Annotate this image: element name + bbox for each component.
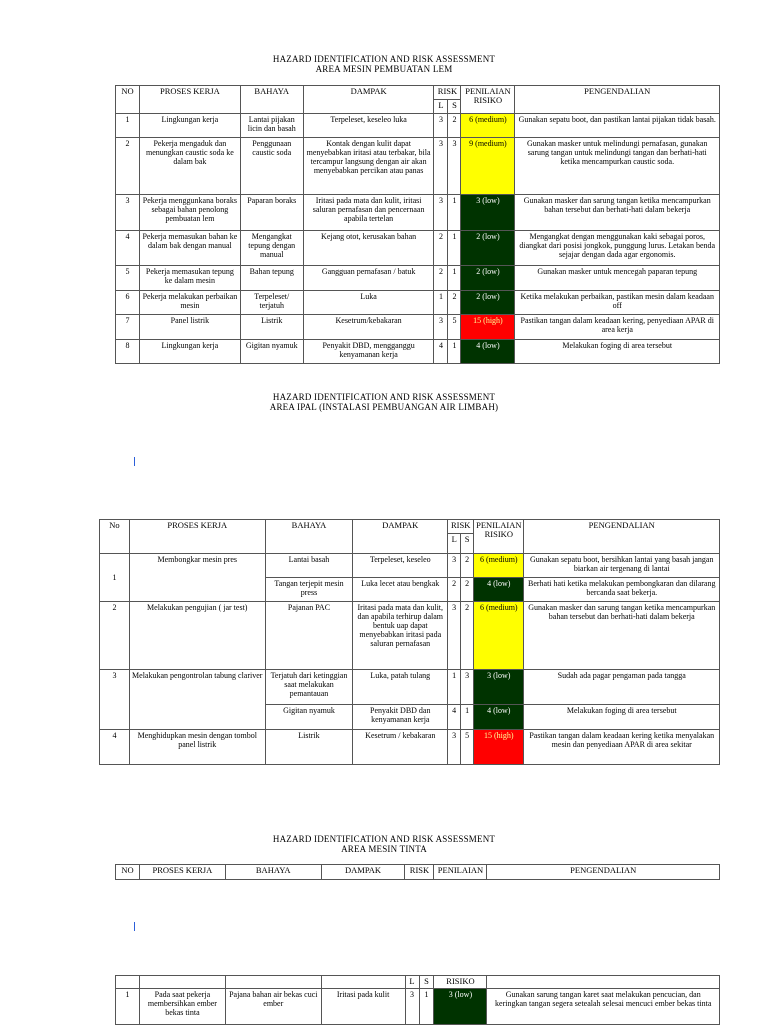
table-row — [116, 989, 720, 1025]
cell-s: 1 — [448, 340, 461, 364]
header-proses: PROSES KERJA — [129, 520, 265, 554]
cell-l: 3 — [448, 602, 461, 670]
header-l: L — [405, 976, 419, 989]
cell-s: 3 — [448, 138, 461, 195]
text-cursor — [134, 922, 135, 931]
cell-no: 1 — [116, 114, 140, 138]
header-bahaya: BAHAYA — [225, 865, 321, 880]
cell-dampak: Kontak dengan kulit dapat menyebabkan iritasi atau terbakar, bila tercampur langsung dengan air akan menyebabkan percikan atau panas — [303, 138, 434, 195]
header-risiko: RISIKO — [434, 976, 487, 989]
cell-bahaya: Tangan terjepit mesin press — [265, 578, 353, 602]
cell-pengendalian: Melakukan foging di area tersebut — [524, 705, 720, 730]
table-row — [116, 315, 720, 340]
cell-pengendalian: Gunakan masker dan sarung tangan ketika mencampurkan bahan tersebut dan berhati-hati dalam bekerja — [515, 195, 720, 231]
cell-pengendalian: Gunakan sarung tangan karet saat melakukan pencucian, dan keringkan tangan segera setealah selesai mencuci ember bekas tinta — [487, 989, 720, 1025]
cell-proses: Pekerja mengaduk dan menungkan caustic soda ke dalam bak — [139, 138, 240, 195]
risk-badge: 9 (medium) — [461, 138, 515, 195]
table-header-row — [100, 520, 720, 534]
risk-badge: 6 (medium) — [461, 114, 515, 138]
risk-badge: 3 (low) — [474, 670, 524, 705]
header-penilaian: PENILAIAN — [434, 865, 487, 880]
cell-proses: Lingkungan kerja — [139, 340, 240, 364]
cell-pengendalian: Sudah ada pagar pengaman pada tangga — [524, 670, 720, 705]
header-proses: PROSES KERJA — [139, 865, 225, 880]
header-s: S — [461, 534, 474, 554]
cell-pengendalian: Gunakan sepatu boot, bersihkan lantai yang basah jangan biarkan air tergenang di lantai — [524, 554, 720, 578]
cell-proses: Pekerja memasukan bahan ke dalam bak dengan manual — [139, 231, 240, 266]
cell-no: 1 — [116, 989, 140, 1025]
cell-s: 1 — [448, 266, 461, 291]
cell-no: 2 — [100, 602, 130, 670]
cell-bahaya: Lantai basah — [265, 554, 353, 578]
header-penilaian: PENILAIAN RISIKO — [461, 86, 515, 114]
cell-dampak: Terpeleset, keseleo luka — [303, 114, 434, 138]
header-risk: RISK — [448, 520, 474, 534]
cell-s: 3 — [461, 670, 474, 705]
header-no: No — [100, 520, 130, 554]
cell-dampak: Luka, patah tulang — [353, 670, 448, 705]
cell-pengendalian: Melakukan foging di area tersebut — [515, 340, 720, 364]
cell-l: 1 — [448, 670, 461, 705]
cell-l: 4 — [434, 340, 448, 364]
header-pengendalian: PENGENDALIAN — [515, 86, 720, 114]
cell-pengendalian: Gunakan sepatu boot, dan pastikan lantai pijakan tidak basah. — [515, 114, 720, 138]
cell-pengendalian: Ketika melakukan perbaikan, pastikan mesin dalam keadaan off — [515, 291, 720, 315]
cell-bahaya: Penggunaan caustic soda — [240, 138, 303, 195]
header-risk: RISK — [434, 86, 461, 100]
section1-title: HAZARD IDENTIFICATION AND RISK ASSESSMENT — [272, 54, 496, 64]
header-bahaya: BAHAYA — [265, 520, 353, 554]
table-row — [100, 670, 720, 705]
table-header-row — [116, 976, 720, 989]
cell-l: 3 — [434, 138, 448, 195]
cell-l: 3 — [434, 315, 448, 340]
header-l: L — [448, 534, 461, 554]
cell-s: 5 — [461, 730, 474, 765]
cell-no: 1 — [100, 554, 130, 602]
risk-badge: 15 (high) — [461, 315, 515, 340]
table-row — [100, 602, 720, 670]
table-row — [116, 291, 720, 315]
cell-s: 2 — [461, 554, 474, 578]
section2-title: HAZARD IDENTIFICATION AND RISK ASSESSMENT — [272, 392, 496, 402]
cell-proses: Pekerja melakukan perbaikan mesin — [139, 291, 240, 315]
header-no: NO — [116, 865, 140, 880]
header-l: L — [434, 100, 448, 114]
risk-badge: 3 (low) — [434, 989, 487, 1025]
risk-badge: 4 (low) — [474, 705, 524, 730]
header-bahaya: BAHAYA — [240, 86, 303, 114]
cell-l: 3 — [434, 114, 448, 138]
cell-s: 2 — [461, 578, 474, 602]
cell-dampak: Terpeleset, keseleo — [353, 554, 448, 578]
section3-subtitle: AREA MESIN TINTA — [341, 844, 427, 854]
cell-l: 3 — [448, 554, 461, 578]
header-s: S — [448, 100, 461, 114]
header-penilaian: PENILAIAN RISIKO — [474, 520, 524, 554]
risk-badge: 15 (high) — [474, 730, 524, 765]
cell-s: 2 — [461, 602, 474, 670]
cell-dampak: Kesetrum/kebakaran — [303, 315, 434, 340]
header-no: NO — [116, 86, 140, 114]
cell-l: 1 — [434, 291, 448, 315]
header-dampak: DAMPAK — [353, 520, 448, 554]
cell-bahaya: Paparan boraks — [240, 195, 303, 231]
cell-l: 2 — [434, 266, 448, 291]
table-row — [100, 554, 720, 578]
cell-bahaya: Pajanan PAC — [265, 602, 353, 670]
cell-dampak: Luka lecet atau bengkak — [353, 578, 448, 602]
cell-pengendalian: Mengangkat dengan menggunakan kaki sebagai poros, diangkat dari posisi jongkok, punggung lurus. Letakan benda sejajar dengan dada agar ergonomis. — [515, 231, 720, 266]
section2-table — [99, 519, 720, 765]
risk-badge: 6 (medium) — [474, 602, 524, 670]
cell-dampak: Iritasi pada mata dan kulit, dan apabila terhirup dalam bentuk uap dapat menyebabkan iritasi pada saluran pernafasan — [353, 602, 448, 670]
cell-proses: Menghidupkan mesin dengan tombol panel listrik — [129, 730, 265, 765]
risk-badge: 2 (low) — [461, 231, 515, 266]
cell-pengendalian: Pastikan tangan dalam keadaan kering ketika menyalakan mesin dan penyediaan APAR di area sekitar — [524, 730, 720, 765]
cell-s: 5 — [448, 315, 461, 340]
section3-title: HAZARD IDENTIFICATION AND RISK ASSESSMENT — [272, 834, 496, 844]
header-pengendalian: PENGENDALIAN — [524, 520, 720, 554]
section1-table — [115, 85, 720, 364]
table-row — [116, 114, 720, 138]
cell-dampak: Gangguan pernafasan / batuk — [303, 266, 434, 291]
cell-proses: Panel listrik — [139, 315, 240, 340]
risk-badge: 3 (low) — [461, 195, 515, 231]
header-blank — [139, 976, 225, 989]
header-blank — [225, 976, 321, 989]
table-row — [100, 730, 720, 765]
header-dampak: DAMPAK — [303, 86, 434, 114]
cell-no: 4 — [116, 231, 140, 266]
header-blank — [321, 976, 405, 989]
cell-no: 7 — [116, 315, 140, 340]
cell-no: 8 — [116, 340, 140, 364]
header-blank — [487, 976, 720, 989]
header-proses: PROSES KERJA — [139, 86, 240, 114]
cell-l: 3 — [405, 989, 419, 1025]
risk-badge: 6 (medium) — [474, 554, 524, 578]
cell-proses: Melakukan pengontrolan tabung clariver — [129, 670, 265, 730]
cell-dampak: Iritasi pada kulit — [321, 989, 405, 1025]
cell-proses: Membongkar mesin pres — [129, 554, 265, 602]
cell-bahaya: Terjatuh dari ketinggian saat melakukan pemantauan — [265, 670, 353, 705]
cell-proses: Lingkungan kerja — [139, 114, 240, 138]
cell-no: 6 — [116, 291, 140, 315]
table-row — [116, 138, 720, 195]
cell-bahaya: Lantai pijakan licin dan basah — [240, 114, 303, 138]
header-dampak: DAMPAK — [321, 865, 405, 880]
table-header-row — [116, 86, 720, 100]
cell-bahaya: Gigitan nyamuk — [240, 340, 303, 364]
cell-no: 5 — [116, 266, 140, 291]
cell-s: 1 — [419, 989, 434, 1025]
cell-l: 4 — [448, 705, 461, 730]
cell-s: 2 — [448, 291, 461, 315]
cell-s: 1 — [448, 195, 461, 231]
cell-proses: Pada saat pekerja membersihkan ember bekas tinta — [139, 989, 225, 1025]
cell-no: 4 — [100, 730, 130, 765]
cell-no: 2 — [116, 138, 140, 195]
cell-l: 2 — [434, 231, 448, 266]
cell-bahaya: Listrik — [265, 730, 353, 765]
table-row — [116, 195, 720, 231]
section2-subtitle: AREA IPAL (INSTALASI PEMBUANGAN AIR LIMBAH) — [269, 402, 499, 412]
header-blank — [116, 976, 140, 989]
cell-proses: Pekerja memasukan tepung ke dalam mesin — [139, 266, 240, 291]
header-s: S — [419, 976, 434, 989]
risk-badge: 4 (low) — [461, 340, 515, 364]
cell-pengendalian: Berhati hati ketika melakukan pembongkaran dan dilarang bercanda saat bekerja. — [524, 578, 720, 602]
table-row — [116, 266, 720, 291]
cell-s: 1 — [461, 705, 474, 730]
cell-s: 1 — [448, 231, 461, 266]
table-row — [116, 340, 720, 364]
cell-dampak: Penyakit DBD, mengganggu kenyamanan kerja — [303, 340, 434, 364]
cell-no: 3 — [116, 195, 140, 231]
cell-pengendalian: Pastikan tangan dalam keadaan kering, penyediaan APAR di area kerja — [515, 315, 720, 340]
cell-l: 3 — [434, 195, 448, 231]
cell-pengendalian: Gunakan masker untuk mencegah paparan tepung — [515, 266, 720, 291]
cell-bahaya: Terpeleset/ terjatuh — [240, 291, 303, 315]
header-risk: RISK — [405, 865, 434, 880]
cell-dampak: Kejang otot, kerusakan bahan — [303, 231, 434, 266]
section3-table — [115, 975, 720, 1025]
header-pengendalian: PENGENDALIAN — [487, 865, 720, 880]
cell-bahaya: Pajana bahan air bekas cuci ember — [225, 989, 321, 1025]
cell-l: 3 — [448, 730, 461, 765]
table-row — [116, 231, 720, 266]
cell-proses: Pekerja menggunkana boraks sebagai bahan penolong pembuatan lem — [139, 195, 240, 231]
cell-bahaya: Gigitan nyamuk — [265, 705, 353, 730]
cell-pengendalian: Gunakan masker untuk melindungi pernafasan, gunakan sarung tangan untuk melindungi tangan dan berhati-hati ketika mencampurkan caustic soda. — [515, 138, 720, 195]
cell-dampak: Kesetrum / kebakaran — [353, 730, 448, 765]
cell-dampak: Luka — [303, 291, 434, 315]
cell-dampak: Penyakit DBD dan kenyamanan kerja — [353, 705, 448, 730]
risk-badge: 2 (low) — [461, 291, 515, 315]
cell-s: 2 — [448, 114, 461, 138]
cell-bahaya: Mengangkat tepung dengan manual — [240, 231, 303, 266]
cell-bahaya: Listrik — [240, 315, 303, 340]
cell-no: 3 — [100, 670, 130, 730]
section1-subtitle: AREA MESIN PEMBUATAN LEM — [315, 64, 453, 74]
cell-l: 2 — [448, 578, 461, 602]
text-cursor — [134, 457, 135, 466]
table-header-row — [116, 865, 720, 880]
cell-pengendalian: Gunakan masker dan sarung tangan ketika mencampurkan bahan tersebut dan berhati-hati dalam bekerja — [524, 602, 720, 670]
risk-badge: 2 (low) — [461, 266, 515, 291]
section3-header-table — [115, 864, 720, 880]
cell-dampak: Iritasi pada mata dan kulit, iritasi saluran pernafasan dan pencernaan apabila tertelan — [303, 195, 434, 231]
cell-proses: Melakukan pengujian ( jar test) — [129, 602, 265, 670]
cell-bahaya: Bahan tepung — [240, 266, 303, 291]
risk-badge: 4 (low) — [474, 578, 524, 602]
